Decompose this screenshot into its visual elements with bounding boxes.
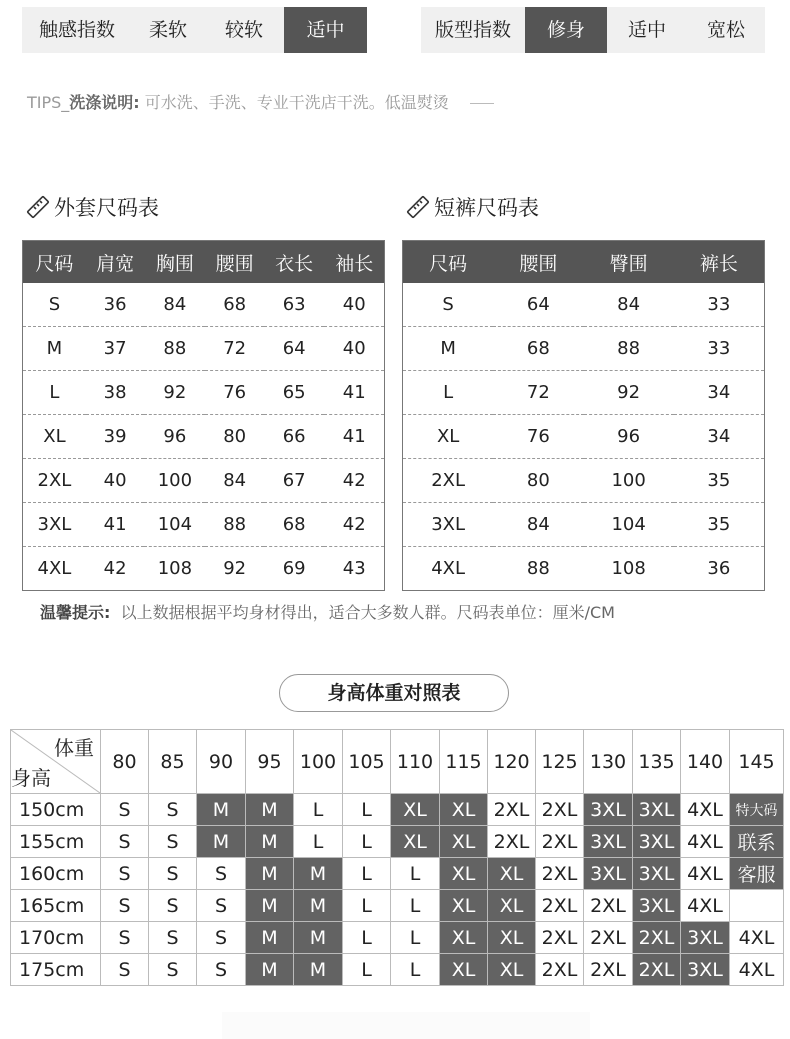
shorts-size-title-text: 短裤尺码表 <box>434 196 539 220</box>
feel-option-moderate: 适中 <box>284 7 367 53</box>
table-row <box>23 459 384 503</box>
jacket-cell: 96 <box>144 415 205 459</box>
size-cell: M <box>294 922 343 954</box>
jacket-cell: 63 <box>282 294 306 315</box>
table-row <box>403 459 764 503</box>
size-cell: 3XL <box>633 890 681 922</box>
shorts-cell: 68 <box>493 327 583 371</box>
size-cell: S <box>101 890 149 922</box>
size-cell: M <box>246 858 294 890</box>
size-cell: L <box>343 858 391 890</box>
table-row <box>403 547 764 591</box>
size-cell: 4XL <box>681 858 730 890</box>
size-cell: S <box>101 858 149 890</box>
size-cell: S <box>101 954 149 986</box>
size-cell: S <box>149 922 197 954</box>
corner-weight-label: 体重 <box>54 736 94 760</box>
jacket-cell: 92 <box>144 371 205 415</box>
fit-option-regular: 适中 <box>627 19 666 41</box>
fit-option-loose: 宽松 <box>706 19 745 41</box>
notice-text: 以上数据根据平均身材得出，适合大多数人群。尺码表单位：厘米/CM <box>120 603 615 622</box>
jacket-cell: 38 <box>86 371 145 415</box>
size-cell: S <box>101 826 149 858</box>
shorts-cell: S <box>442 294 454 315</box>
shorts-size-table <box>402 240 765 591</box>
table-row <box>11 858 784 890</box>
jacket-cell: 84 <box>205 459 264 503</box>
jacket-cell: S <box>48 294 61 315</box>
size-cell: 特大码 <box>730 794 784 826</box>
jacket-cell: 68 <box>264 503 324 547</box>
size-cell: M <box>246 826 294 858</box>
jacket-size-table <box>22 240 385 591</box>
weight-header-cell: 140 <box>681 730 730 794</box>
corner-height-label: 身高 <box>11 766 51 790</box>
size-cell: S <box>149 826 197 858</box>
shorts-header-cell: 臀围 <box>584 241 674 283</box>
tips-bold: 洗涤说明: <box>69 93 140 112</box>
jacket-cell: 41 <box>324 371 384 415</box>
size-cell: S <box>197 954 246 986</box>
shorts-cell: 33 <box>707 294 731 315</box>
jacket-cell: 2XL <box>23 459 86 503</box>
shorts-cell: 84 <box>493 503 583 547</box>
size-cell: L <box>343 890 391 922</box>
size-cell: 2XL <box>584 890 633 922</box>
shorts-cell: 84 <box>617 294 641 315</box>
shorts-cell: 80 <box>493 459 583 503</box>
table-row <box>403 283 764 327</box>
jacket-cell: 80 <box>205 415 264 459</box>
shorts-cell: 92 <box>584 371 674 415</box>
size-cell: M <box>246 890 294 922</box>
shorts-cell: 3XL <box>403 503 493 547</box>
jacket-cell: XL <box>23 415 86 459</box>
size-cell: 3XL <box>584 858 633 890</box>
size-cell: L <box>391 890 440 922</box>
shorts-header-cell: 裤长 <box>674 241 764 283</box>
height-label-cell: 175cm <box>11 954 101 986</box>
shorts-header-cell: 尺码 <box>403 241 493 283</box>
weight-header-cell: 80 <box>101 730 149 794</box>
jacket-cell: L <box>23 371 86 415</box>
size-cell: 2XL <box>633 954 681 986</box>
tips-text: 可水洗、手洗、专业干洗店干洗。低温熨烫 <box>144 93 449 112</box>
jacket-cell: 72 <box>205 327 264 371</box>
jacket-cell: 100 <box>144 459 205 503</box>
shorts-cell: 2XL <box>403 459 493 503</box>
size-cell: XL <box>488 858 536 890</box>
shorts-cell: L <box>403 371 493 415</box>
size-cell: L <box>294 826 343 858</box>
table-row <box>11 922 784 954</box>
jacket-header-cell: 腰围 <box>205 241 264 283</box>
size-cell: 客服 <box>730 858 784 890</box>
size-cell: 2XL <box>536 794 584 826</box>
jacket-cell: 41 <box>86 503 145 547</box>
height-weight-table <box>10 729 784 986</box>
shorts-header-cell: 腰围 <box>493 241 583 283</box>
feel-index-label: 触感指数 <box>38 19 115 41</box>
feel-option-soft: 柔软 <box>148 19 187 41</box>
size-cell: S <box>149 794 197 826</box>
size-cell: 2XL <box>488 794 536 826</box>
size-cell: M <box>294 954 343 986</box>
table-row <box>11 794 784 826</box>
size-cell: M <box>246 794 294 826</box>
size-notice <box>40 600 615 623</box>
jacket-cell: 69 <box>264 547 324 591</box>
shorts-cell: 35 <box>674 459 764 503</box>
size-cell: XL <box>391 826 440 858</box>
jacket-size-title <box>26 192 159 222</box>
weight-header-cell: 85 <box>149 730 197 794</box>
size-cell: XL <box>440 826 488 858</box>
shorts-cell: 96 <box>584 415 674 459</box>
size-cell: L <box>391 858 440 890</box>
jacket-cell: 4XL <box>23 547 86 591</box>
hw-chart-title: 身高体重对照表 <box>279 674 509 712</box>
size-cell: 2XL <box>536 922 584 954</box>
size-cell: 3XL <box>681 954 730 986</box>
size-cell: 3XL <box>633 826 681 858</box>
size-cell: 3XL <box>633 794 681 826</box>
size-cell: M <box>197 794 246 826</box>
size-cell: L <box>343 922 391 954</box>
jacket-cell: 42 <box>324 459 384 503</box>
table-row <box>23 415 384 459</box>
size-cell: M <box>197 826 246 858</box>
size-cell: S <box>149 890 197 922</box>
weight-header-cell: 135 <box>633 730 681 794</box>
shorts-size-title <box>406 192 539 222</box>
size-cell: XL <box>440 922 488 954</box>
table-row <box>11 954 784 986</box>
height-label-cell: 150cm <box>11 794 101 826</box>
size-cell: 联系 <box>730 826 784 858</box>
ruler-icon <box>406 195 430 219</box>
notice-bold: 温馨提示: <box>40 603 111 622</box>
fit-index-label: 版型指数 <box>434 19 511 41</box>
size-cell: S <box>197 922 246 954</box>
size-cell: XL <box>440 954 488 986</box>
size-cell: 4XL <box>730 954 784 986</box>
size-cell: M <box>294 890 343 922</box>
shorts-cell: 72 <box>493 371 583 415</box>
shorts-cell: XL <box>403 415 493 459</box>
table-row <box>23 283 384 327</box>
weight-header-cell: 130 <box>584 730 633 794</box>
jacket-cell: 108 <box>144 547 205 591</box>
size-cell: 4XL <box>681 890 730 922</box>
size-cell: S <box>101 794 149 826</box>
shorts-cell: 100 <box>584 459 674 503</box>
weight-header-cell: 120 <box>488 730 536 794</box>
table-row <box>11 826 784 858</box>
size-cell: 4XL <box>681 794 730 826</box>
size-cell: M <box>246 922 294 954</box>
jacket-cell: 41 <box>324 415 384 459</box>
height-label-cell: 170cm <box>11 922 101 954</box>
jacket-cell: 42 <box>324 503 384 547</box>
weight-header-cell: 105 <box>343 730 391 794</box>
washing-tips <box>27 90 494 113</box>
jacket-cell: 43 <box>324 547 384 591</box>
weight-header-cell: 90 <box>197 730 246 794</box>
jacket-cell: 65 <box>264 371 324 415</box>
shorts-cell: M <box>403 327 493 371</box>
table-row <box>23 547 384 591</box>
size-cell: XL <box>488 890 536 922</box>
jacket-cell: 39 <box>86 415 145 459</box>
shorts-cell: 4XL <box>403 547 493 591</box>
size-cell: 3XL <box>584 826 633 858</box>
jacket-cell: 40 <box>324 327 384 371</box>
size-cell: 4XL <box>730 922 784 954</box>
jacket-header-cell: 衣长 <box>264 241 324 283</box>
weight-header-cell: 125 <box>536 730 584 794</box>
shorts-cell: 104 <box>584 503 674 547</box>
jacket-cell: 92 <box>205 547 264 591</box>
size-cell: 2XL <box>633 922 681 954</box>
size-cell: S <box>197 858 246 890</box>
size-cell: L <box>343 826 391 858</box>
jacket-cell: 66 <box>264 415 324 459</box>
jacket-size-title-text: 外套尺码表 <box>54 196 159 220</box>
jacket-cell: 67 <box>264 459 324 503</box>
shorts-cell: 88 <box>584 327 674 371</box>
jacket-cell: M <box>23 327 86 371</box>
weight-header-cell: 100 <box>294 730 343 794</box>
size-cell: M <box>294 858 343 890</box>
size-cell: XL <box>440 794 488 826</box>
jacket-cell: 88 <box>205 503 264 547</box>
shorts-cell: 88 <box>493 547 583 591</box>
shorts-cell: 64 <box>526 294 550 315</box>
size-cell: L <box>343 794 391 826</box>
size-cell: XL <box>391 794 440 826</box>
size-cell: 2XL <box>584 922 633 954</box>
size-cell: XL <box>488 922 536 954</box>
tips-underline <box>470 103 494 104</box>
jacket-cell: 36 <box>103 294 127 315</box>
feel-index-bar <box>22 7 367 53</box>
size-cell: 2XL <box>536 954 584 986</box>
size-cell: XL <box>440 858 488 890</box>
hw-corner-cell <box>11 730 101 794</box>
shorts-cell: 34 <box>674 371 764 415</box>
table-row <box>23 371 384 415</box>
bottom-fade <box>222 1012 590 1039</box>
jacket-cell: 37 <box>86 327 145 371</box>
table-row <box>11 890 784 922</box>
jacket-cell: 68 <box>223 294 247 315</box>
height-label-cell: 155cm <box>11 826 101 858</box>
table-row <box>403 371 764 415</box>
jacket-cell: 40 <box>86 459 145 503</box>
jacket-cell: 88 <box>144 327 205 371</box>
jacket-cell: 42 <box>86 547 145 591</box>
jacket-header-cell: 肩宽 <box>86 241 145 283</box>
size-cell: L <box>294 794 343 826</box>
size-cell: 2XL <box>536 858 584 890</box>
size-cell: L <box>391 954 440 986</box>
size-cell: 2XL <box>536 826 584 858</box>
table-row <box>403 327 764 371</box>
shorts-cell: 33 <box>674 327 764 371</box>
jacket-cell: 84 <box>163 294 187 315</box>
height-label-cell: 160cm <box>11 858 101 890</box>
jacket-cell: 40 <box>342 294 366 315</box>
height-label-cell: 165cm <box>11 890 101 922</box>
fit-option-slim: 修身 <box>525 7 607 53</box>
jacket-cell: 3XL <box>23 503 86 547</box>
size-cell: S <box>149 954 197 986</box>
feel-option-fairly-soft: 较软 <box>224 19 263 41</box>
jacket-cell: 76 <box>205 371 264 415</box>
size-cell: 4XL <box>681 826 730 858</box>
jacket-header-cell: 袖长 <box>324 241 384 283</box>
weight-header-cell: 110 <box>391 730 440 794</box>
size-cell: S <box>101 922 149 954</box>
shorts-cell: 76 <box>493 415 583 459</box>
size-cell: 2XL <box>488 826 536 858</box>
size-cell: 3XL <box>681 922 730 954</box>
ruler-icon <box>26 195 50 219</box>
jacket-cell: 104 <box>144 503 205 547</box>
size-cell: 2XL <box>536 890 584 922</box>
jacket-header-cell: 尺码 <box>23 241 86 283</box>
size-cell: L <box>343 954 391 986</box>
shorts-cell: 108 <box>584 547 674 591</box>
size-cell: 3XL <box>633 858 681 890</box>
table-row <box>403 503 764 547</box>
table-row <box>23 503 384 547</box>
fit-index-bar <box>421 7 765 53</box>
hw-header-row <box>11 730 784 794</box>
table-row <box>403 415 764 459</box>
size-cell <box>730 890 784 922</box>
size-cell: 2XL <box>584 954 633 986</box>
tips-prefix: TIPS_ <box>27 93 70 112</box>
weight-header-cell: 115 <box>440 730 488 794</box>
jacket-header-cell: 胸围 <box>144 241 205 283</box>
size-cell: M <box>246 954 294 986</box>
size-cell: XL <box>488 954 536 986</box>
size-cell: S <box>149 858 197 890</box>
weight-header-cell: 145 <box>730 730 784 794</box>
size-cell: 3XL <box>584 794 633 826</box>
weight-header-cell: 95 <box>246 730 294 794</box>
shorts-cell: 35 <box>674 503 764 547</box>
size-cell: S <box>197 890 246 922</box>
jacket-cell: 64 <box>264 327 324 371</box>
size-cell: L <box>391 922 440 954</box>
shorts-cell: 34 <box>674 415 764 459</box>
table-row <box>23 327 384 371</box>
size-cell: XL <box>440 890 488 922</box>
shorts-cell: 36 <box>674 547 764 591</box>
